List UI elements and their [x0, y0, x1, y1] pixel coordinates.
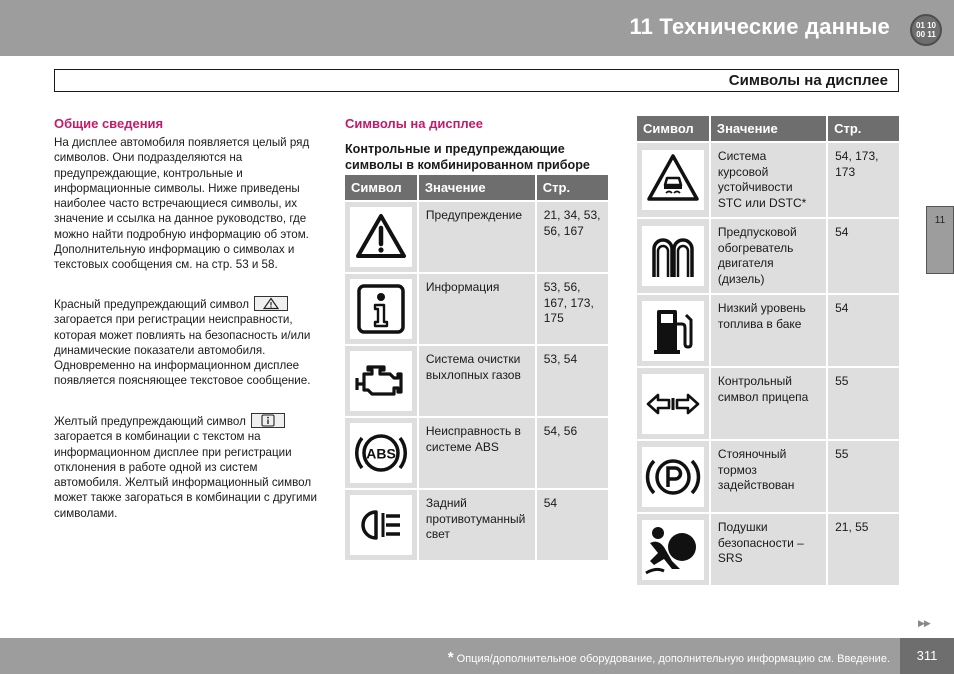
- chapter-badge: [910, 14, 942, 46]
- side-tab-number: 11: [934, 215, 946, 226]
- column-header-meaning: Значение: [419, 175, 535, 200]
- abs-icon: [350, 423, 412, 483]
- display-symbols-heading: Символы на дисплее: [345, 116, 483, 131]
- table-row: [345, 490, 608, 560]
- symbol-cell: [345, 418, 417, 488]
- symbols-table-2: [635, 114, 901, 587]
- table-row: [637, 143, 899, 217]
- badge-line-2: 00 11: [916, 30, 936, 39]
- red-warning-paragraph: [54, 296, 318, 389]
- table-row: [637, 441, 899, 512]
- table-row: [637, 514, 899, 585]
- meaning-cell: Система курсовой устойчивости STC или DSTC*: [711, 143, 826, 217]
- chapter-title: 11 Технические данные: [629, 14, 890, 39]
- symbol-cell: [637, 368, 709, 439]
- footer-bar: [0, 638, 954, 674]
- meaning-cell: Информация: [419, 274, 535, 344]
- glow-plug-icon: [642, 226, 704, 286]
- footnote: [448, 649, 890, 666]
- engine-check-icon: [350, 351, 412, 411]
- page-cell: 55: [828, 441, 899, 512]
- table-header-row: [345, 175, 608, 200]
- symbols-table-1: [343, 173, 610, 562]
- warning-triangle-inline-icon: [254, 296, 288, 311]
- page-cell: 54: [828, 295, 899, 366]
- page-cell: 53, 54: [537, 346, 608, 416]
- symbol-cell: [637, 143, 709, 217]
- meaning-cell: Стояночный тормоз задействован: [711, 441, 826, 512]
- meaning-cell: Задний противотуманный свет: [419, 490, 535, 560]
- yellow-warning-text-rest: загорается в комбинации с текстом на информационном дисплее при регистрации отклонения в работе одной из систем автомобиля. Желтый информационный символ может также загораться в комбинации с другими символами.: [54, 430, 317, 520]
- page-cell: 21, 34, 53, 56, 167: [537, 202, 608, 272]
- red-warning-text-rest: загорается при регистрации неисправности, которая может повлиять на безопасность и/или динамические показатели автомобиля. Одновременно на информационном дисплее появляется поясняющее текстовое сообщение.: [54, 313, 311, 388]
- yellow-warning-text-lead: Желтый предупреждающий символ: [54, 415, 246, 428]
- table-row: [345, 418, 608, 488]
- fuel-pump-icon: [642, 301, 704, 361]
- information-icon: [350, 279, 412, 339]
- page-cell: 54: [537, 490, 608, 560]
- page-cell: 53, 56, 167, 173, 175: [537, 274, 608, 344]
- red-warning-text-lead: Красный предупреждающий символ: [54, 298, 250, 311]
- page-cell: 54: [828, 219, 899, 293]
- table-row: [345, 202, 608, 272]
- column-header-page: Стр.: [537, 175, 608, 200]
- meaning-cell: Контрольный символ прицепа: [711, 368, 826, 439]
- meaning-cell: Низкий уровень топлива в баке: [711, 295, 826, 366]
- page-cell: 55: [828, 368, 899, 439]
- section-title-box: [54, 69, 899, 92]
- yellow-warning-paragraph: [54, 413, 318, 521]
- header-bar: [0, 0, 954, 56]
- symbol-cell: [345, 346, 417, 416]
- general-info-heading: Общие сведения: [54, 116, 164, 131]
- footnote-text: Опция/дополнительное оборудование, дополнительную информацию см. Введение.: [456, 653, 890, 665]
- page-cell: 21, 55: [828, 514, 899, 585]
- meaning-cell: Предпусковой обогреватель двигателя (дизель): [711, 219, 826, 293]
- warning-triangle-icon: [350, 207, 412, 267]
- information-inline-icon: [251, 413, 285, 428]
- column-header-symbol: Символ: [345, 175, 417, 200]
- meaning-cell: Подушки безопасности – SRS: [711, 514, 826, 585]
- airbag-srs-icon: [642, 520, 704, 580]
- table-row: [637, 368, 899, 439]
- chapter-side-tab: [926, 206, 954, 274]
- parking-brake-icon: [642, 447, 704, 507]
- svg-text:ABS: ABS: [366, 445, 396, 462]
- rear-fog-light-icon: [350, 495, 412, 555]
- next-page-arrows-icon: ▶▶: [918, 618, 930, 628]
- symbol-cell: [637, 219, 709, 293]
- table-row: [345, 274, 608, 344]
- symbol-cell: [637, 514, 709, 585]
- column-header-meaning: Значение: [711, 116, 826, 141]
- table-row: [637, 295, 899, 366]
- symbol-cell: [345, 490, 417, 560]
- symbol-cell: [345, 274, 417, 344]
- trailer-indicator-icon: [642, 374, 704, 434]
- page-cell: 54, 56: [537, 418, 608, 488]
- meaning-cell: Предупреждение: [419, 202, 535, 272]
- meaning-cell: Система очистки выхлопных газов: [419, 346, 535, 416]
- paragraph-intro: На дисплее автомобиля появляется целый ряд символов. Они подразделяются на предупреждающие, контрольные и информационные символы. Ниже приведены наиболее часто встречающиеся символы, их значение и ссылка на данное руководство, где можно найти подробную информацию об этом. Дополнительную информацию о символах и текстовых сообщения см. на стр. 53 и 58.: [54, 136, 310, 272]
- section-title: Символы на дисплее: [728, 72, 888, 89]
- badge-line-1: 01 10: [915, 21, 937, 30]
- display-symbols-subheading: Контрольные и предупреждающие символы в комбинированном приборе: [345, 142, 590, 172]
- symbol-cell: [637, 441, 709, 512]
- stability-control-icon: [642, 150, 704, 210]
- table-header-row: [637, 116, 899, 141]
- page-number-box: [900, 638, 954, 674]
- symbol-cell: [637, 295, 709, 366]
- footnote-star: *: [447, 649, 454, 666]
- table-row: [345, 346, 608, 416]
- symbol-cell: [345, 202, 417, 272]
- column-header-page: Стр.: [828, 116, 899, 141]
- table-row: [637, 219, 899, 293]
- page-number: 311: [916, 648, 938, 663]
- general-info-text: [54, 135, 318, 273]
- meaning-cell: Неисправность в системе ABS: [419, 418, 535, 488]
- page-cell: 54, 173, 173: [828, 143, 899, 217]
- column-header-symbol: Символ: [637, 116, 709, 141]
